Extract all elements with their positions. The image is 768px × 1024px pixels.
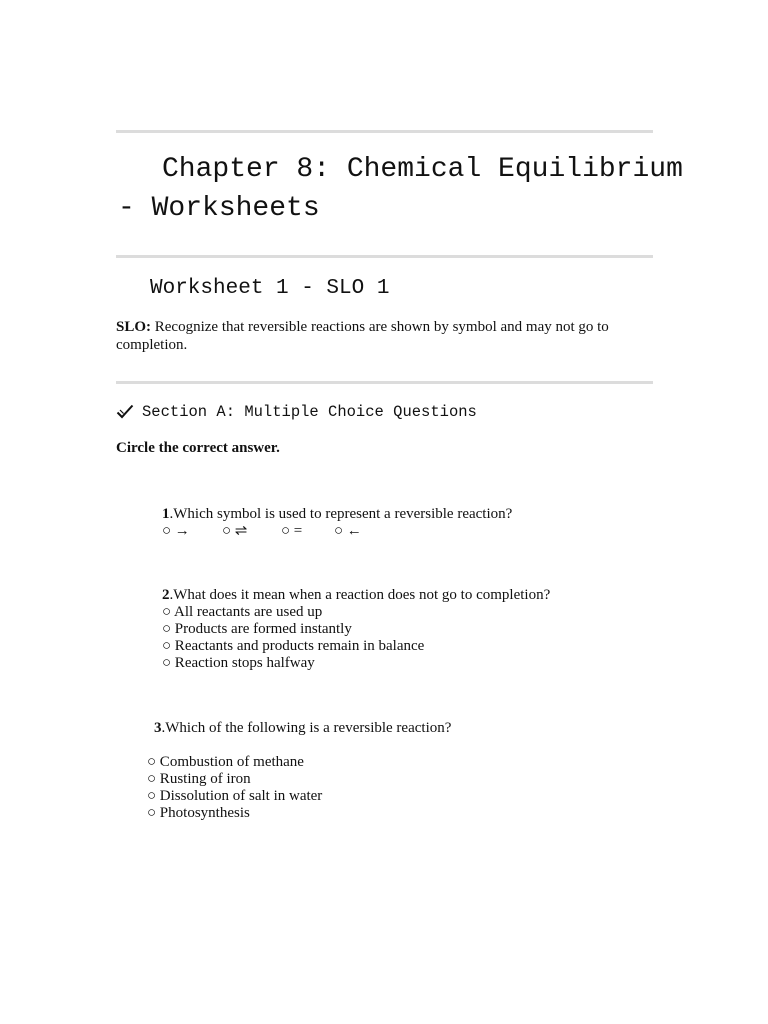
question-3-prompt: .Which of the following is a reversible reaction? [161,720,452,736]
question-3-option-a[interactable]: ○ Combustion of methane [147,754,304,770]
question-3-option-c[interactable]: ○ Dissolution of salt in water [147,788,323,804]
title-divider [116,255,653,258]
question-2-text [162,587,550,604]
question-2-option-d[interactable]: ○ Reaction stops halfway [162,655,315,671]
question-1-option-b[interactable]: ○ ⇌ [222,523,248,539]
question-1-option-c[interactable]: ○ = [281,523,303,539]
question-2-option-a[interactable]: ○ All reactants are used up [162,604,323,620]
instruction-text: Circle the correct answer. [116,440,280,456]
question-1-options [162,523,512,540]
check-icon [116,404,134,425]
section-divider [116,381,653,384]
top-divider [116,130,653,133]
question-2-number: 2 [162,587,170,603]
question-1-number: 1 [162,506,170,522]
question-3 [154,720,451,737]
slo-paragraph [116,318,656,354]
question-2-option-b[interactable]: ○ Products are formed instantly [162,621,352,637]
question-1-text [162,506,512,523]
title-line-2: - Worksheets [118,193,320,224]
question-3-option-d[interactable]: ○ Photosynthesis [147,805,250,821]
title-line-1: Chapter 8: Chemical Equilibrium [162,154,683,185]
question-3-option-b[interactable]: ○ Rusting of iron [147,771,251,787]
question-1-prompt: .Which symbol is used to represent a reversible reaction? [169,506,513,522]
slo-text: Recognize that reversible reactions are shown by symbol and may not go to completion. [116,319,609,353]
section-heading [116,402,477,425]
question-3-options [147,754,322,822]
question-1 [162,506,512,540]
question-1-option-a[interactable]: ○ → [162,523,190,539]
question-2-prompt: .What does it mean when a reaction does not go to completion? [169,587,551,603]
question-3-text [154,720,451,737]
question-2-option-c[interactable]: ○ Reactants and products remain in balance [162,638,425,654]
worksheet-heading: Worksheet 1 - SLO 1 [150,277,390,300]
page-title [118,150,683,228]
section-heading-text: Section A: Multiple Choice Questions [142,403,477,421]
slo-label: SLO: [116,319,152,335]
question-1-option-d[interactable]: ○ ← [334,523,362,539]
question-3-number: 3 [154,720,162,736]
question-2 [162,587,550,672]
